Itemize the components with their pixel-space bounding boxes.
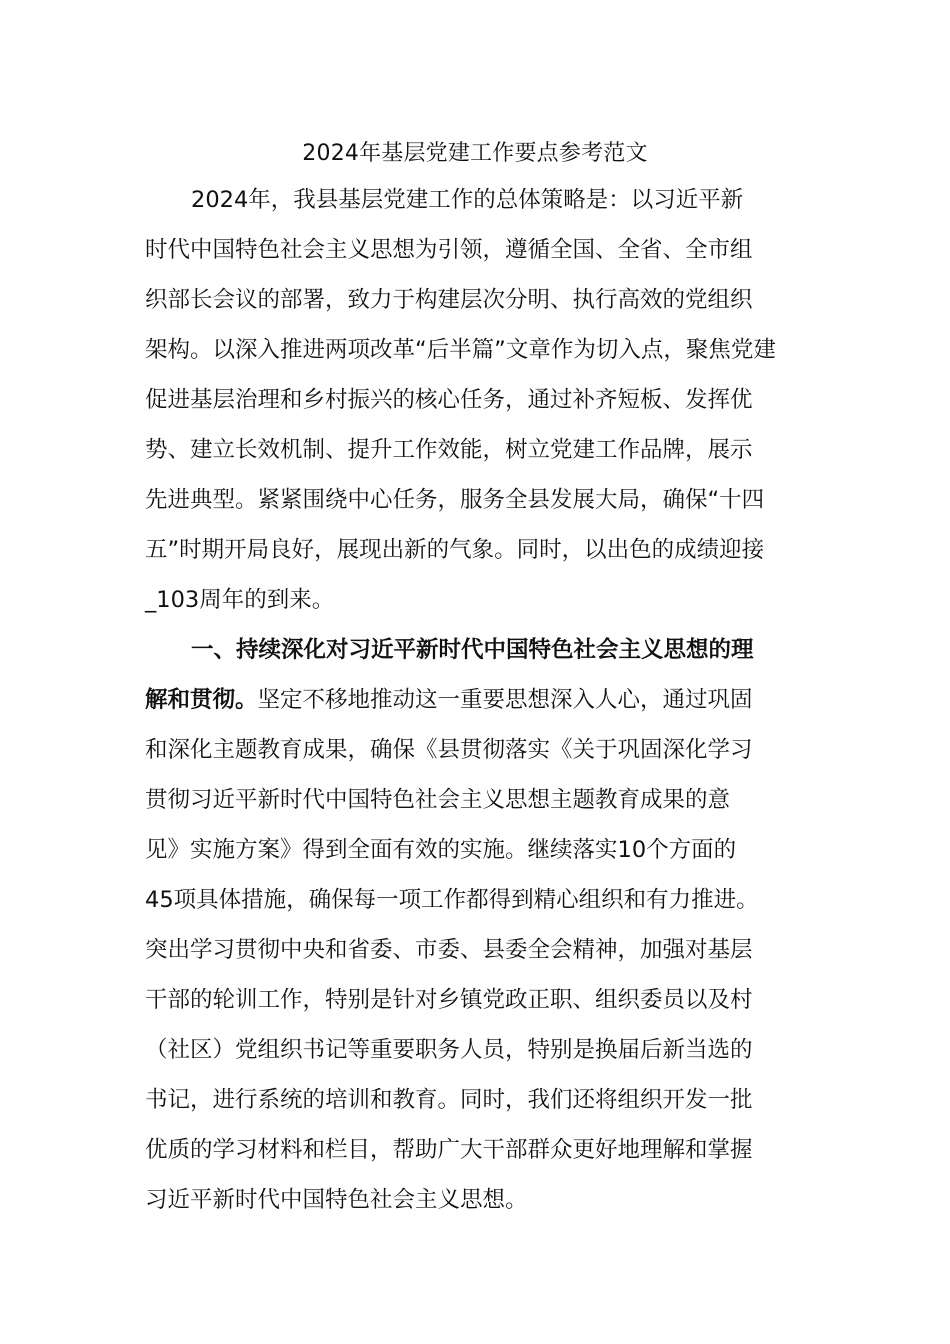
paragraph-line: 架构。以深入推进两项改革“后半篇”文章作为切入点，聚焦党建 <box>145 337 776 363</box>
paragraph-line: 织部长会议的部署，致力于构建层次分明、执行高效的党组织 <box>145 287 753 313</box>
section-heading-continued <box>145 683 753 717</box>
paragraph-line: 时代中国特色社会主义思想为引领，遵循全国、全省、全市组 <box>145 237 753 263</box>
document-title: 2024年基层党建工作要点参考范文 <box>302 141 648 166</box>
paragraph-line: 书记，进行系统的培训和教育。同时，我们还将组织开发一批 <box>145 1087 753 1113</box>
paragraph-line: 习近平新时代中国特色社会主义思想。 <box>145 1187 528 1213</box>
paragraph-line: （社区）党组织书记等重要职务人员，特别是换届后新当选的 <box>145 1037 753 1063</box>
paragraph-line: 优质的学习材料和栏目，帮助广大干部群众更好地理解和掌握 <box>145 1137 753 1163</box>
paragraph-line: 2024年，我县基层党建工作的总体策略是：以习近平新 <box>191 187 744 213</box>
paragraph-line: 势、建立长效机制、提升工作效能，树立党建工作品牌，展示 <box>145 437 753 463</box>
paragraph-line: 贯彻习近平新时代中国特色社会主义思想主题教育成果的意 <box>145 787 731 813</box>
paragraph-line: 促进基层治理和乡村振兴的核心任务，通过补齐短板、发挥优 <box>145 387 753 413</box>
paragraph-line: 五”时期开局良好，展现出新的气象。同时，以出色的成绩迎接 <box>145 537 765 563</box>
section-heading-end: 解和贯彻。 <box>145 687 258 713</box>
section-body-start: 坚定不移地推动这一重要思想深入人心，通过巩固 <box>257 687 753 713</box>
paragraph-line: 和深化主题教育成果，确保《县贯彻落实《关于巩固深化学习 <box>145 737 753 763</box>
paragraph-line: 干部的轮训工作，特别是针对乡镇党政正职、组织委员以及村 <box>145 987 753 1013</box>
paragraph-line: 先进典型。紧紧围绕中心任务，服务全县发展大局，确保“十四 <box>145 487 765 513</box>
paragraph-line: _103周年的到来。 <box>145 587 335 613</box>
paragraph-line: 45项具体措施，确保每一项工作都得到精心组织和有力推进。 <box>145 887 759 913</box>
paragraph-line: 见》实施方案》得到全面有效的实施。继续落实10个方面的 <box>145 837 737 863</box>
paragraph-line: 突出学习贯彻中央和省委、市委、县委全会精神，加强对基层 <box>145 937 753 963</box>
section-heading: 一、持续深化对习近平新时代中国特色社会主义思想的理 <box>191 637 754 663</box>
